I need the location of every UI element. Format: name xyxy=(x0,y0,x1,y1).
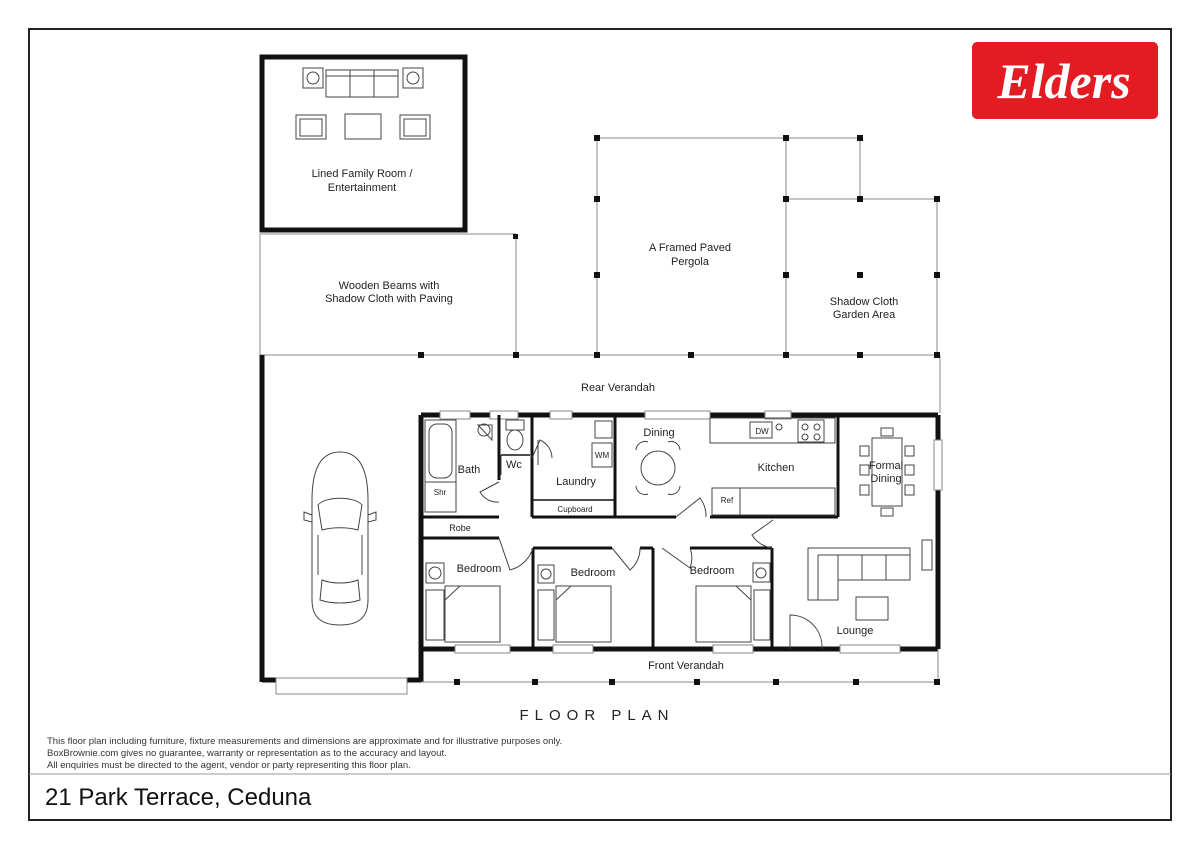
wooden-beams-label-2: Shadow Cloth with Paving xyxy=(325,293,453,305)
windows xyxy=(440,411,942,653)
lounge-label: Lounge xyxy=(836,625,874,637)
formal-dining-label-2: Dining xyxy=(870,473,902,485)
floor-plan-title: FLOOR PLAN xyxy=(519,707,675,724)
garden-label-2: Garden Area xyxy=(832,309,896,321)
rear-verandah xyxy=(260,352,940,413)
elders-logo xyxy=(972,42,1158,119)
wooden-beams-label: Wooden Beams with xyxy=(338,280,440,292)
pergola-area xyxy=(597,138,937,357)
laundry-fixtures xyxy=(538,421,612,467)
family-room xyxy=(262,57,465,230)
bedroom-1-label: Bedroom xyxy=(456,563,502,575)
pergola-label-2: Pergola xyxy=(671,256,709,268)
elders-logo-text: Elders xyxy=(997,53,1131,109)
formal-dining-furniture xyxy=(860,428,914,516)
wc-label: Wc xyxy=(506,459,522,471)
car-icon xyxy=(304,452,376,625)
carport xyxy=(262,355,421,694)
bedroom-2-label: Bedroom xyxy=(570,567,616,579)
kitchen-label: Kitchen xyxy=(757,462,795,474)
shower-label: Shr xyxy=(433,488,447,497)
rear-verandah-label: Rear Verandah xyxy=(581,382,655,394)
refrigerator-label: Ref xyxy=(720,496,734,505)
disclaimer-line-3: All enquiries must be directed to the agent, vendor or party representing this floor plan. xyxy=(47,760,411,771)
bedroom-3-label: Bedroom xyxy=(689,565,735,577)
formal-dining-label: Formal xyxy=(868,460,904,472)
pergola-label: A Framed Paved xyxy=(649,242,731,254)
lounge-furniture xyxy=(808,540,932,620)
front-verandah xyxy=(421,649,940,685)
family-room-label-2: Entertainment xyxy=(327,182,397,194)
disclaimer-line-2: BoxBrownie.com gives no guarantee, warranty or representation as to the accuracy and layout. xyxy=(47,748,447,759)
laundry-label: Laundry xyxy=(556,476,596,488)
pergola-posts xyxy=(594,135,940,278)
wooden-beams-area xyxy=(260,234,518,355)
garden-label: Shadow Cloth xyxy=(829,296,899,308)
bath-label: Bath xyxy=(457,464,481,476)
property-address: 21 Park Terrace, Ceduna xyxy=(45,784,312,811)
disclaimer-line-1: This floor plan including furniture, fixture measurements and dimensions are approximate and for illustrative purposes only. xyxy=(47,736,563,747)
cupboard-label: Cupboard xyxy=(557,505,593,514)
front-verandah-label: Front Verandah xyxy=(648,660,724,672)
dining-label: Dining xyxy=(643,427,675,439)
family-room-label: Lined Family Room / xyxy=(311,168,413,180)
robe-label: Robe xyxy=(449,523,471,533)
washing-machine-label: WM xyxy=(594,451,610,460)
page-frame xyxy=(29,29,1171,820)
dishwasher-label: DW xyxy=(755,427,769,436)
interior-walls xyxy=(421,415,936,649)
